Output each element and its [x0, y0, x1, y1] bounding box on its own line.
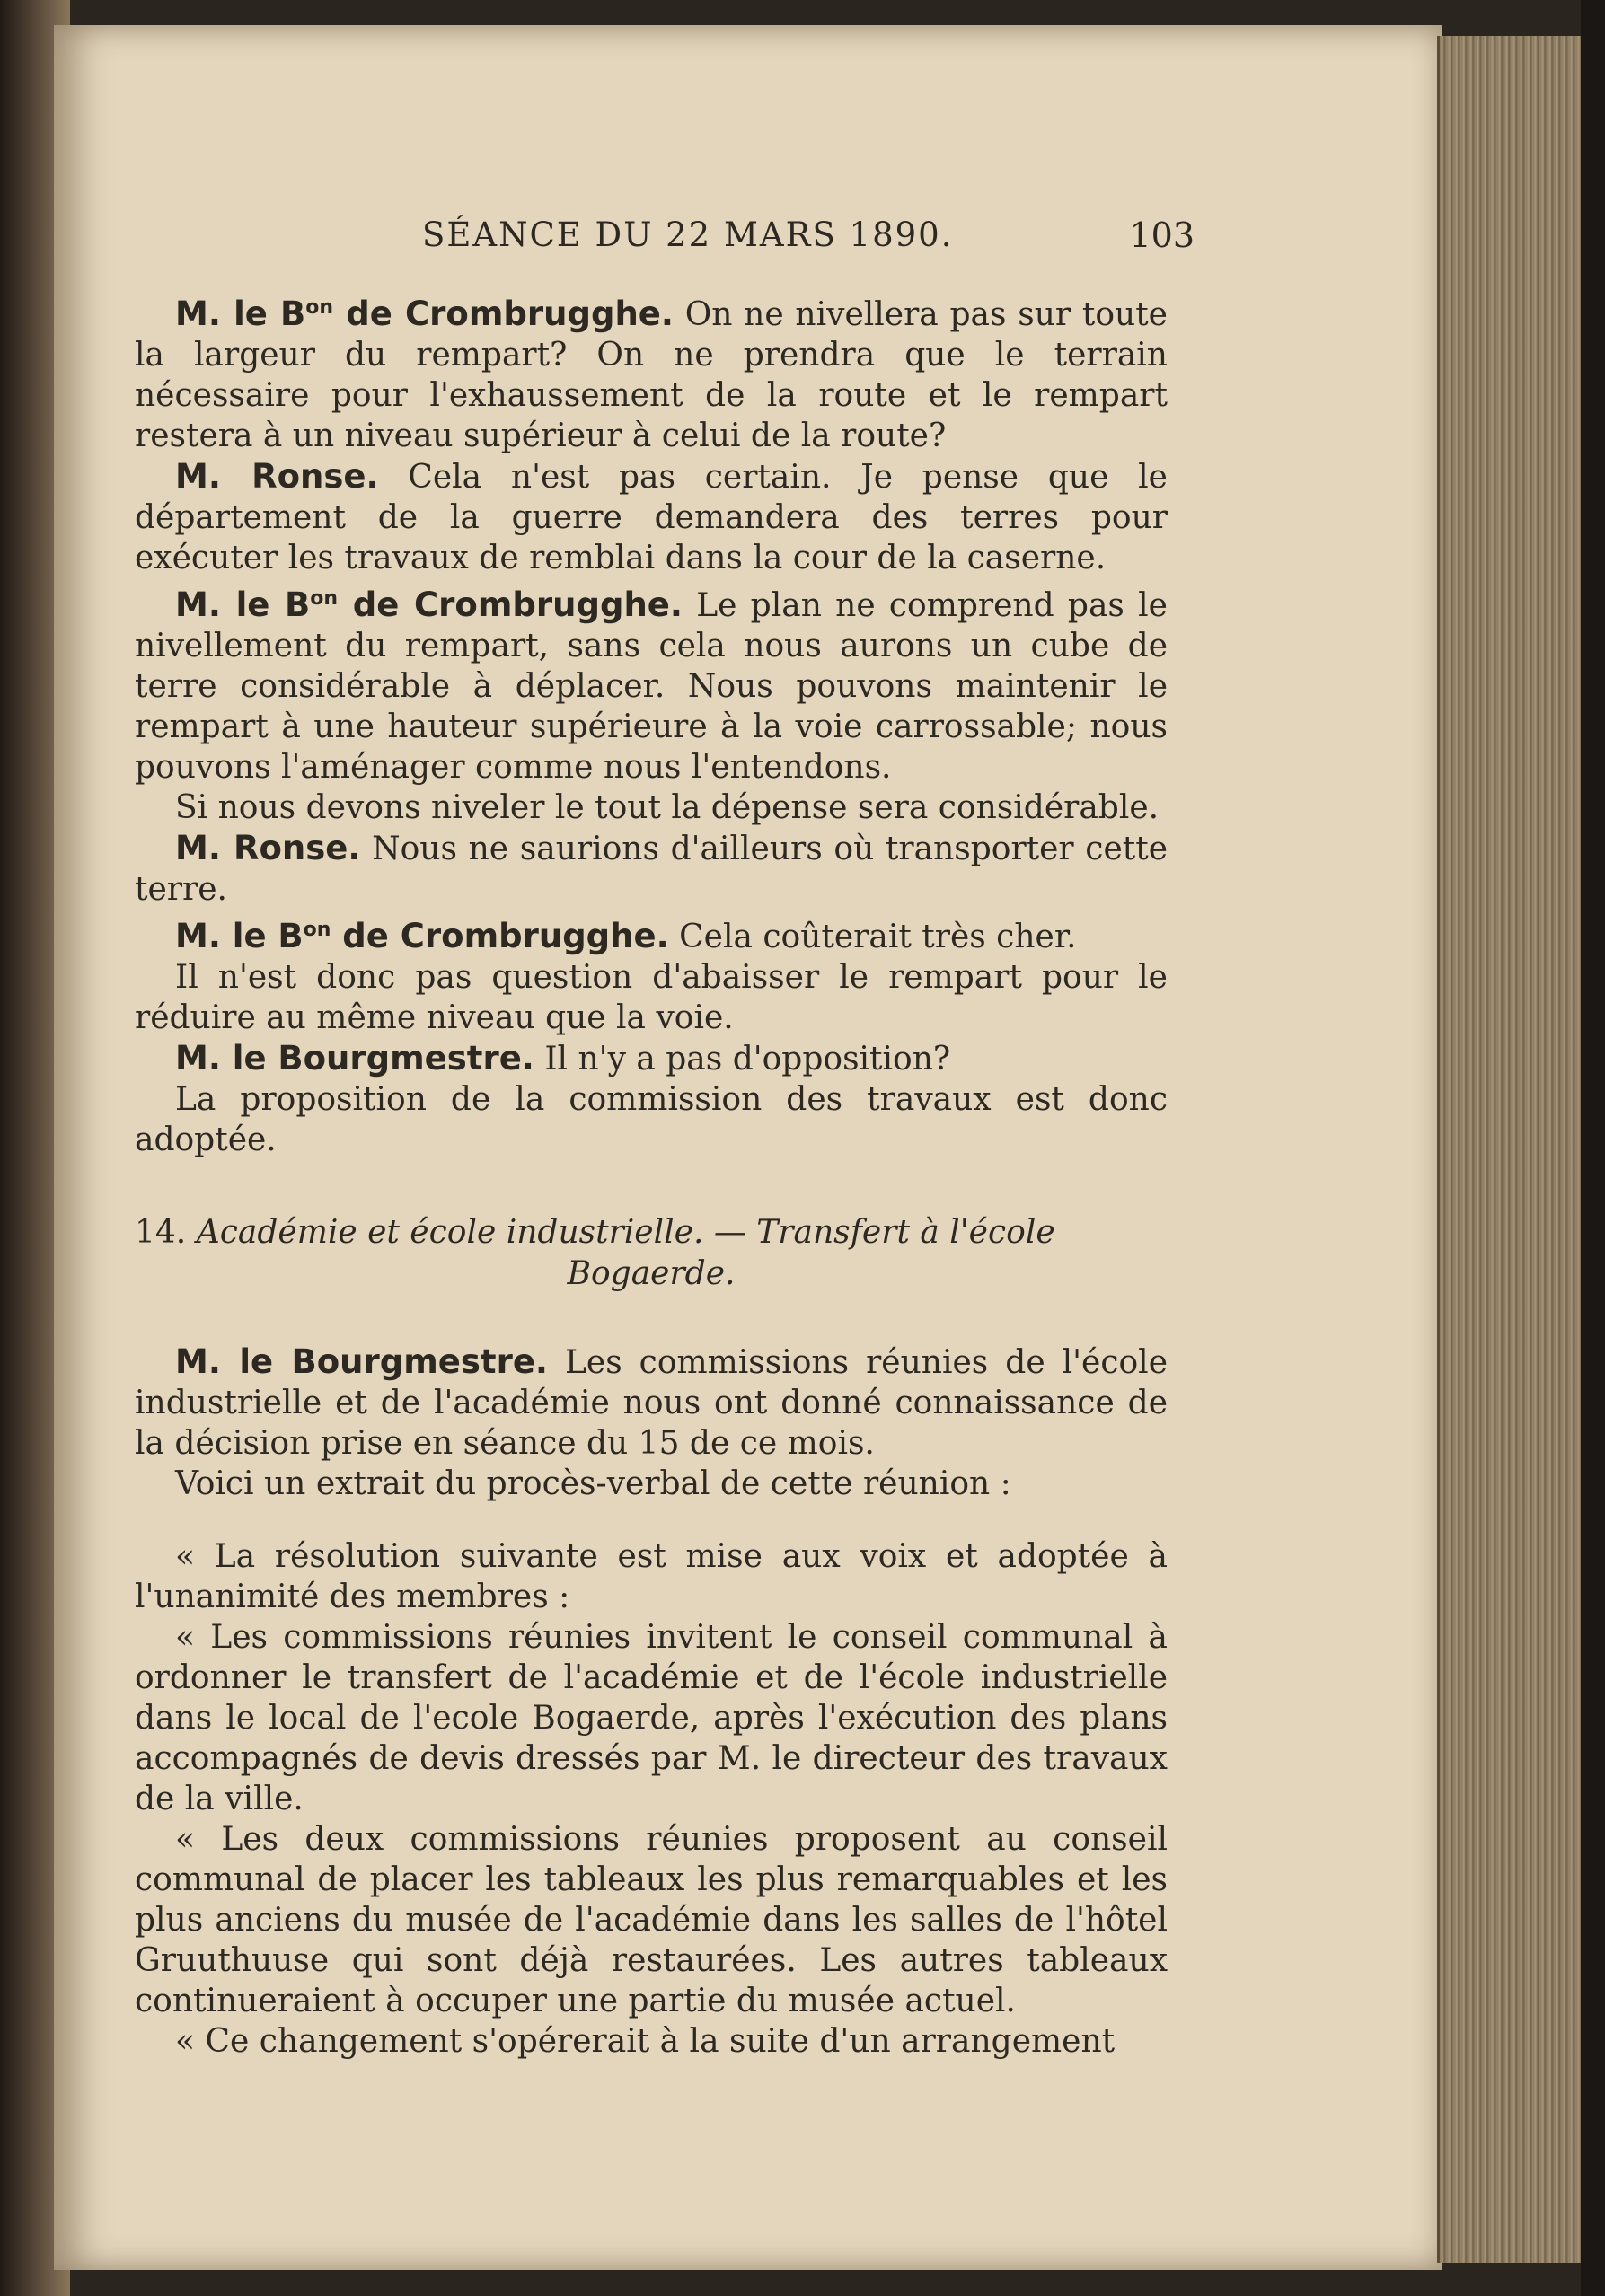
- paragraph-text: Le plan ne comprend pas le nivellement du rempart, sans cela nous aurons un cube de terre considérable à déplacer. Nous pouvons maintenir le rempart à une hauteur supérieure à la voie carrossable; nous pouvons l'aménager comme nous l'entendons.: [135, 587, 1168, 786]
- paragraph-text: Voici un extrait du procès-verbal de cette réunion :: [175, 1465, 1011, 1502]
- section-title-continued: Bogaerde.: [567, 1255, 736, 1292]
- speaker-name: M. Ronse.: [175, 829, 361, 867]
- page-content: [135, 216, 1195, 2062]
- quote-paragraph: « Les deux commissions réunies proposent au conseil communal de placer les tableaux les plus remarquables et les plus anciens du musée de l'académie dans les salles de l'hôtel Gruuthuuse qui sont déjà restaurées. Les autres tableaux continueraient à occuper une partie du musée actuel.: [135, 1821, 1168, 2019]
- quote-paragraph: « Les commissions réunies invitent le conseil communal à ordonner le transfert de l'académie et de l'école industrielle dans le local de l'ecole Bogaerde, après l'exécution des plans accompagnés de devis dressés par M. le directeur des travaux de la ville.: [135, 1619, 1168, 1817]
- paragraph-text: Si nous devons niveler le tout la dépense sera considérable.: [175, 789, 1160, 826]
- section-title: Académie et école industrielle. — Transfert à l'école: [196, 1214, 1055, 1251]
- speaker-name: M. le B: [175, 917, 304, 955]
- quote-paragraph: « La résolution suivante est mise aux voix et adoptée à l'unanimité des membres :: [135, 1538, 1168, 1615]
- paragraph: [135, 828, 1168, 910]
- minutes-excerpt: [135, 1536, 1168, 2062]
- paragraph-text: Cela n'est pas certain. Je pense que le département de la guerre demandera des terres pour exécuter les travaux de remblai dans la cour de la caserne.: [135, 459, 1168, 576]
- speaker-title-sup: on: [303, 919, 331, 941]
- paragraph-text: On ne nivellera pas sur toute la largeur du rempart? On ne prendra que le terrain nécessaire pour l'exhaussement de la route et le rempart restera à un niveau supérieur à celui de la route?: [135, 296, 1168, 454]
- speaker-name: M. Ronse.: [175, 457, 379, 496]
- debate-block-1: [135, 287, 1168, 1160]
- paragraph: [135, 910, 1168, 957]
- paragraph: [135, 1342, 1168, 1464]
- paragraph: [135, 287, 1168, 456]
- speaker-name-rest: de Crombrugghe.: [338, 585, 683, 624]
- speaker-name: M. le Bourgmestre.: [175, 1342, 548, 1381]
- speaker-title-sup: on: [305, 296, 334, 319]
- running-head: [135, 216, 1195, 269]
- section-heading: [135, 1212, 1168, 1295]
- debate-block-2: [135, 1342, 1168, 1504]
- paragraph-text: Il n'est donc pas question d'abaisser le rempart pour le réduire au même niveau que la voie.: [135, 959, 1168, 1036]
- speaker-name-rest: de Crombrugghe.: [333, 295, 674, 333]
- paragraph-text: Nous ne saurions d'ailleurs où transporter cette terre.: [135, 831, 1168, 908]
- paragraph: [135, 578, 1168, 787]
- speaker-name-rest: de Crombrugghe.: [331, 917, 669, 955]
- scan-border: [1581, 0, 1605, 2296]
- paragraph: [135, 787, 1168, 828]
- paragraph-text: Cela coûterait très cher.: [668, 919, 1077, 955]
- page-edges: [1437, 36, 1583, 2263]
- paragraph: [135, 1464, 1168, 1504]
- speaker-name: M. le Bourgmestre.: [175, 1039, 534, 1078]
- speaker-name: M. le B: [175, 585, 311, 624]
- paragraph: [135, 1038, 1168, 1079]
- section-number: 14.: [135, 1214, 187, 1251]
- section-heading-line: [135, 1212, 1168, 1254]
- paragraph: [135, 957, 1168, 1038]
- paragraph-text: Il n'y a pas d'opposition?: [534, 1041, 951, 1078]
- page-number: 103: [1129, 216, 1195, 255]
- speaker-title-sup: on: [310, 587, 339, 610]
- speaker-name: M. le B: [175, 295, 306, 333]
- paragraph-text: La proposition de la commission des travaux est donc adoptée.: [135, 1081, 1168, 1158]
- running-head-title: SÉANCE DU 22 MARS 1890.: [422, 216, 954, 254]
- paragraph-text: Les commissions réunies de l'école industrielle et de l'académie nous ont donné connaissance de la décision prise en séance du 15 de ce mois.: [135, 1344, 1168, 1462]
- quote-paragraph: « Ce changement s'opérerait à la suite d'un arrangement: [175, 2023, 1116, 2060]
- paragraph: [135, 1079, 1168, 1160]
- paragraph: [135, 456, 1168, 578]
